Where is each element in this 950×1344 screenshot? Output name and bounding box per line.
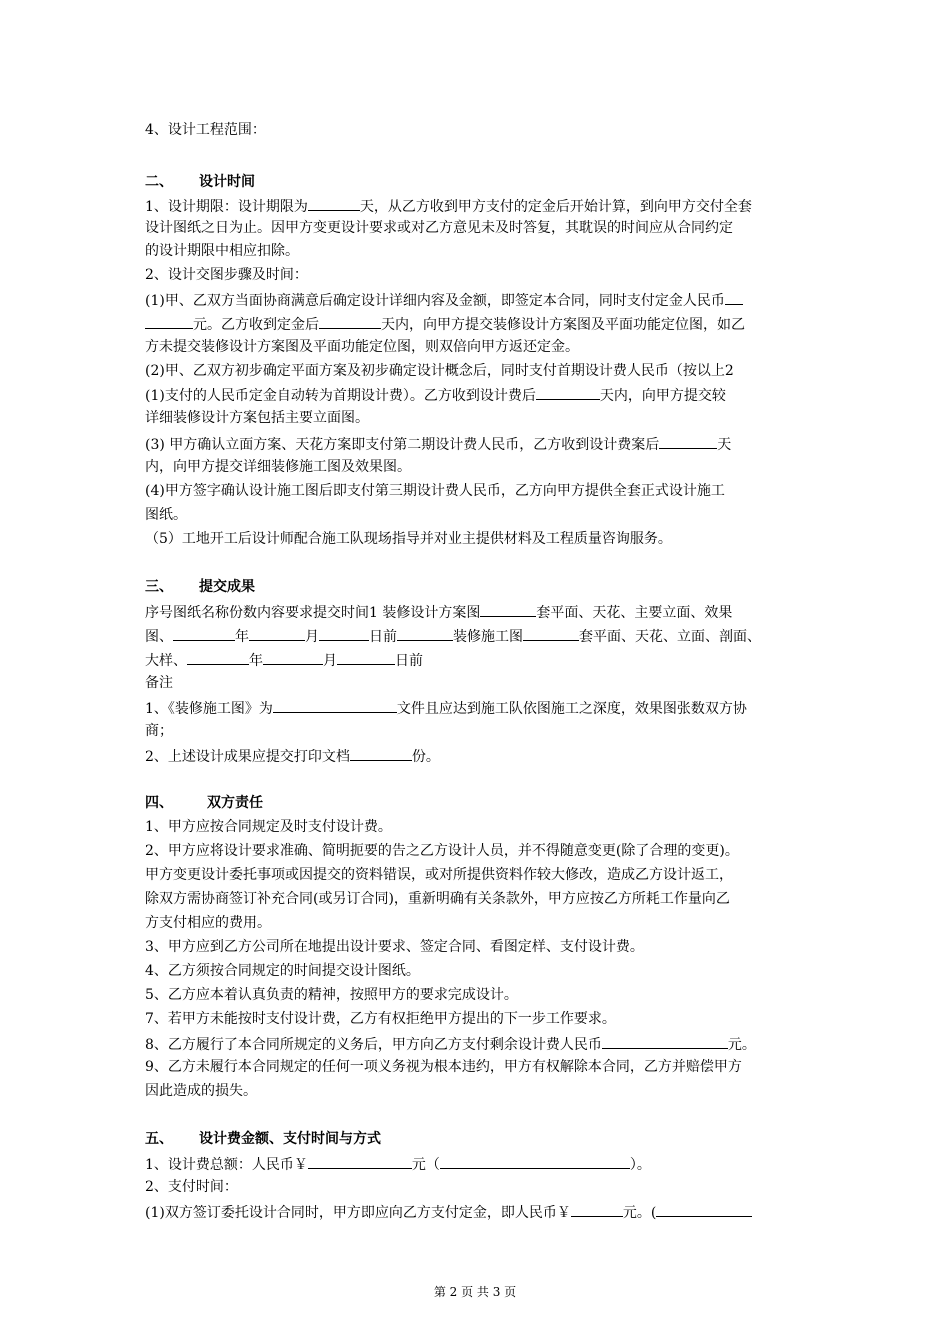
fill-blank bbox=[656, 1201, 752, 1217]
text-line: 内，向甲方提交详细装修施工图及效果图。 bbox=[145, 459, 411, 475]
text-line: 图、 年 月 日前 装修施工图 套平面、天花、立面、剖面、 bbox=[145, 625, 761, 647]
fill-blank bbox=[308, 195, 360, 211]
page-footer: 第 2 页 共 3 页 bbox=[433, 1285, 517, 1299]
fill-blank bbox=[440, 1153, 630, 1169]
text-line: 设计图纸之日为止。因甲方变更设计要求或对乙方意见未及时答复，其耽误的时间应从合同约定 bbox=[145, 220, 733, 236]
text-line: (4)甲方签字确认设计施工图后即支付第三期设计费人民币，乙方向甲方提供全套正式设计施工 bbox=[145, 483, 725, 499]
fill-blank bbox=[249, 625, 305, 641]
fill-blank bbox=[523, 625, 579, 641]
text-line: 3、甲方应到乙方公司所在地提出设计要求、签定合同、看图定样、支付设计费。 bbox=[145, 939, 644, 955]
fill-blank bbox=[571, 1201, 623, 1217]
text-line: 图纸。 bbox=[145, 507, 187, 523]
text-line: 1、设计期限：设计期限为 天，从乙方收到甲方支付的定金后开始计算，到向甲方交付全套 bbox=[145, 195, 752, 217]
text-line: 方支付相应的费用。 bbox=[145, 915, 271, 931]
text-line: 方未提交装修设计方案图及平面功能定位图，则双倍向甲方返还定金。 bbox=[145, 339, 579, 355]
text-line: 7、若甲方未能按时支付设计费，乙方有权拒绝甲方提出的下一步工作要求。 bbox=[145, 1011, 616, 1027]
section-heading-5: 五、 设计费金额、支付时间与方式 bbox=[145, 1131, 381, 1147]
text-line: 2、设计交图步骤及时间： bbox=[145, 267, 308, 283]
fill-blank bbox=[145, 313, 193, 329]
text-line: (1)双方签订委托设计合同时，甲方即应向乙方支付定金，即人民币￥ 元。( bbox=[145, 1201, 752, 1223]
text-line: 序号图纸名称份数内容要求提交时间1 装修设计方案图 套平面、天花、主要立面、效果 bbox=[145, 601, 732, 623]
fill-blank bbox=[273, 697, 397, 713]
fill-blank bbox=[725, 289, 743, 305]
fill-blank bbox=[173, 625, 235, 641]
text-line: 2、支付时间： bbox=[145, 1179, 238, 1195]
text-line: 2、甲方应将设计要求准确、简明扼要的告之乙方设计人员，并不得随意变更(除了合理的变更)。 bbox=[145, 843, 739, 859]
fill-blank bbox=[602, 1033, 728, 1049]
section-heading-4: 四、 双方责任 bbox=[145, 795, 263, 811]
text-line: 4、乙方须按合同规定的时间提交设计图纸。 bbox=[145, 963, 420, 979]
text-line: (1)支付的人民币定金自动转为首期设计费）。乙方收到设计费后 天内，向甲方提交较 bbox=[145, 384, 726, 406]
fill-blank bbox=[350, 745, 412, 761]
text-line: 大样、 年 月 日前 bbox=[145, 649, 423, 671]
text-line: 元。乙方收到定金后 天内，向甲方提交装修设计方案图及平面功能定位图，如乙 bbox=[145, 313, 745, 335]
fill-blank bbox=[397, 625, 453, 641]
text-line: 的设计期限中相应扣除。 bbox=[145, 243, 299, 259]
text-line: 甲方变更设计委托事项或因提交的资料错误，或对所提供资料作较大修改，造成乙方设计返工， bbox=[145, 867, 733, 883]
fill-blank bbox=[308, 1153, 412, 1169]
text-line: 因此造成的损失。 bbox=[145, 1083, 257, 1099]
fill-blank bbox=[337, 649, 395, 665]
section-heading-3: 三、 提交成果 bbox=[145, 579, 255, 595]
fill-blank bbox=[319, 313, 381, 329]
text-line: 详细装修设计方案包括主要立面图。 bbox=[145, 410, 369, 426]
text-line: 5、乙方应本着认真负责的精神，按照甲方的要求完成设计。 bbox=[145, 987, 518, 1003]
text-line: 1、《装修施工图》为 文件且应达到施工队依图施工之深度，效果图张数双方协 bbox=[145, 697, 747, 719]
text-line: (3) 甲方确认立面方案、天花方案即支付第二期设计费人民币，乙方收到设计费案后 天 bbox=[145, 433, 731, 455]
text-line: 2、上述设计成果应提交打印文档 份。 bbox=[145, 745, 440, 767]
fill-blank bbox=[536, 384, 600, 400]
text-line: 除双方需协商签订补充合同(或另订合同)，重新明确有关条款外，甲方应按乙方所耗工作量向乙 bbox=[145, 891, 730, 907]
fill-blank bbox=[659, 433, 717, 449]
fill-blank bbox=[319, 625, 369, 641]
text-line: 备注 bbox=[145, 675, 173, 691]
text-line: 8、乙方履行了本合同所规定的义务后，甲方向乙方支付剩余设计费人民币 元。 bbox=[145, 1033, 756, 1055]
section-heading-2: 二、 设计时间 bbox=[145, 174, 255, 190]
fill-blank bbox=[187, 649, 249, 665]
text-line: (2)甲、乙双方初步确定平面方案及初步确定设计概念后，同时支付首期设计费人民币（按以上2 bbox=[145, 363, 734, 379]
text-line: 1、设计费总额：人民币￥ 元（ ）。 bbox=[145, 1153, 651, 1175]
fill-blank bbox=[263, 649, 323, 665]
text-line: （5）工地开工后设计师配合施工队现场指导并对业主提供材料及工程质量咨询服务。 bbox=[145, 531, 672, 547]
fill-blank bbox=[480, 601, 536, 617]
text-line: 1、甲方应按合同规定及时支付设计费。 bbox=[145, 819, 392, 835]
text-line: 9、乙方未履行本合同规定的任何一项义务视为根本违约，甲方有权解除本合同，乙方并赔偿甲方 bbox=[145, 1059, 742, 1075]
text-line: (1)甲、乙双方当面协商满意后确定设计详细内容及金额，即签定本合同，同时支付定金人民币 bbox=[145, 289, 743, 311]
text-line: 4、设计工程范围： bbox=[145, 122, 266, 138]
text-line: 商； bbox=[145, 723, 173, 739]
